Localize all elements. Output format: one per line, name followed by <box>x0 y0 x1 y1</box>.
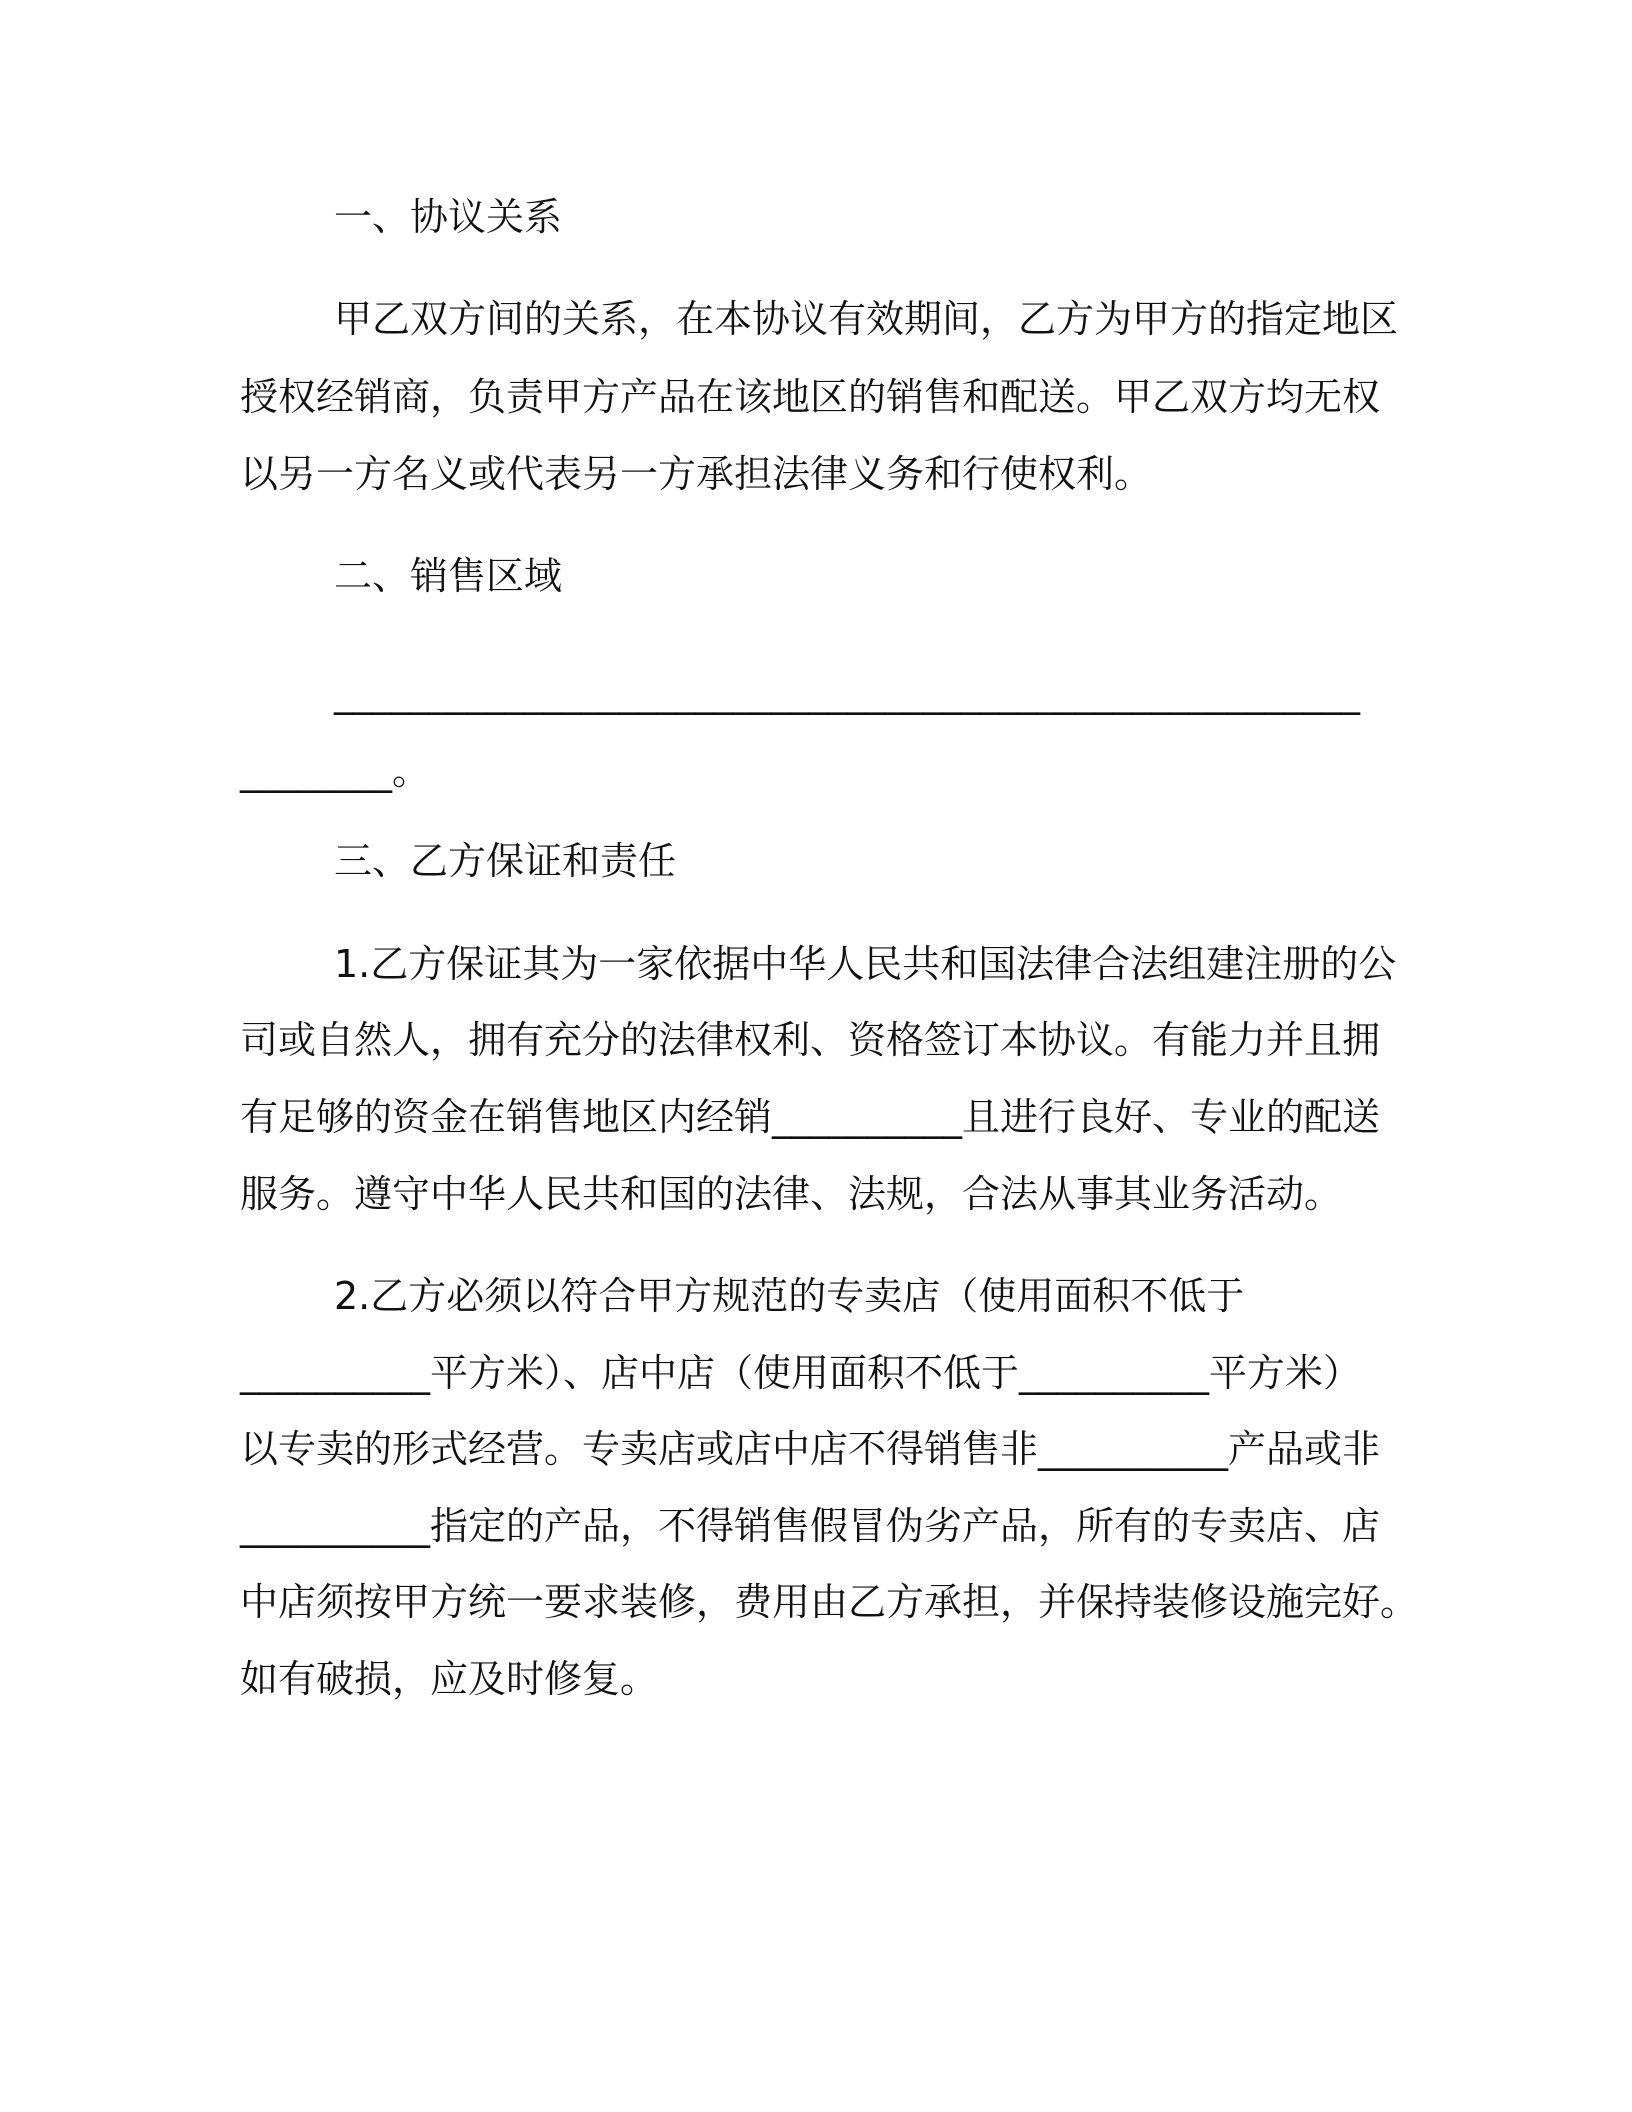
paragraph-line: 以另一方名义或代表另一方承担法律义务和行使权利。 <box>240 452 1153 496</box>
paragraph-line: 有足够的资金在销售地区内经销__________且进行良好、专业的配送 <box>240 1095 1381 1139</box>
paragraph-line: 授权经销商，负责甲方产品在该地区的销售和配送。甲乙双方均无权 <box>240 375 1381 419</box>
paragraph-line: 以专卖的形式经营。专卖店或店中店不得销售非__________产品或非 <box>240 1427 1381 1471</box>
paragraph-line: __________平方米）、店中店（使用面积不低于__________平方米） <box>240 1351 1362 1395</box>
blank-fill-line: ________。 <box>240 749 431 793</box>
paragraph-line: 服务。遵守中华人民共和国的法律、法规，合法从事其业务活动。 <box>240 1172 1343 1216</box>
blank-fill-line: ______________________________________________________ <box>334 671 1360 715</box>
paragraph-line: 如有破损，应及时修复。 <box>240 1657 659 1701</box>
section-heading-agreement-relationship: 一、协议关系 <box>334 195 563 239</box>
paragraph-line: 2.乙方必须以符合甲方规范的专卖店（使用面积不低于 <box>334 1274 1245 1318</box>
paragraph-line: 中店须按甲方统一要求装修，费用由乙方承担，并保持装修设施完好。 <box>240 1580 1419 1624</box>
paragraph-line: __________指定的产品，不得销售假冒伪劣产品，所有的专卖店、店 <box>240 1504 1381 1548</box>
paragraph-line: 1.乙方保证其为一家依据中华人民共和国法律合法组建注册的公 <box>334 942 1397 986</box>
paragraph-line: 甲乙双方间的关系，在本协议有效期间，乙方为甲方的指定地区 <box>334 297 1399 341</box>
section-heading-sales-region: 二、销售区域 <box>334 554 563 598</box>
paragraph-line: 司或自然人，拥有充分的法律权利、资格签订本协议。有能力并且拥 <box>240 1018 1381 1062</box>
section-heading-party-b-guarantees: 三、乙方保证和责任 <box>334 839 677 883</box>
